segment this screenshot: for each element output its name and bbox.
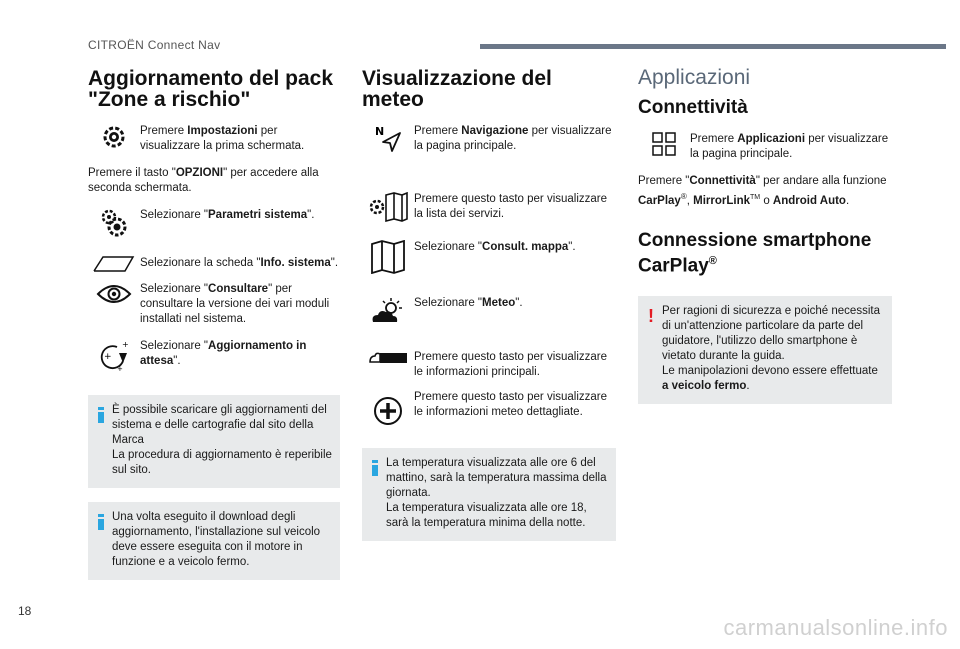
section-title-applicazioni: Applicazioni [638,66,751,89]
info-bar-icon [362,350,414,364]
info-icon [98,407,104,423]
step-meteo-dettagliate: Premere questo tasto per visualizzare le informazioni meteo dettagliate. [362,390,616,426]
step-navigazione: N Premere Navigazione per visualizzare la pagina principale. [362,124,616,154]
update-download-icon [88,339,140,373]
step-parametri-sistema: Selezionare "Parametri sistema". [88,208,340,238]
svg-text:+: + [104,352,112,362]
tab-icon [88,256,140,272]
step-consult-mappa: Selezionare "Consult. mappa". [362,240,616,274]
header-title: CITROËN Connect Nav [88,38,221,52]
page-number: 18 [18,604,32,618]
map-icon [362,240,414,274]
svg-text:+: + [122,340,129,349]
step-applicazioni: Premere Applicazioni per visualizzare la pagina principale. [638,132,892,162]
eye-icon [88,282,140,306]
section-title-meteo: Visualizzazione del meteo [362,67,552,111]
step-aggiornamento-in-attesa: + + + Selezionare "Aggiornamento in attesa". [88,339,340,373]
navigation-arrow-icon [362,124,414,154]
header-bar [480,44,946,49]
column-meteo [362,62,616,541]
warning-note-sicurezza: ! Per ragioni di sicurezza e poiché necessita di un'attenzione particolare da parte del guidatore, l'utilizzo dello smartphone è vietato durante la guida. Le manipolazioni devono essere effettuate a veicolo fermo. [638,296,892,404]
info-icon [98,514,104,530]
column-zone-a-rischio [88,62,340,580]
gear-icon [88,124,140,150]
plus-circle-icon [362,390,414,426]
svg-text:N: N [375,125,385,138]
svg-text:+: + [117,365,123,373]
step-meteo: Selezionare "Meteo". [362,296,616,326]
subsection-title-connettivita: Connettività [638,97,748,118]
step-informazioni-principali: Premere questo tasto per visualizzare le informazioni principali. [362,350,616,380]
info-note-installazione: Una volta eseguito il download degli aggiornamento, l'installazione sul veicolo deve essere eseguita con il motore in funzione e a veicolo fermo. [88,502,340,580]
subsection-title-carplay: Connessione smartphone CarPlay® [638,229,872,277]
paragraph-opzioni: Premere il tasto "OPZIONI" per accedere alla seconda schermata. [88,167,319,194]
warning-icon: ! [648,306,654,327]
info-icon [372,460,378,476]
section-title-zone-a-rischio: Aggiornamento del pack "Zone a rischio" [88,67,334,111]
settings-map-icon [362,192,414,222]
step-consultare: Selezionare "Consultare" per consultare la versione dei vari moduli installati nel sistema. [88,282,340,327]
step-impostazioni: Premere Impostazioni per visualizzare la prima schermata. [88,124,340,154]
watermark: carmanualsonline.info [723,615,948,640]
weather-icon [362,296,414,326]
info-note-temperatura: La temperatura visualizzata alle ore 6 del mattino, sarà la temperatura massima della giornata. La temperatura visualizzata alle ore 18, sarà la temperatura minima della notte. [362,448,616,541]
paragraph-connettivita: Premere "Connettività" per andare alla funzione CarPlay®, MirrorLink™ o Android Auto. [638,175,887,207]
step-servizi: Premere questo tasto per visualizzare la lista dei servizi. [362,192,616,222]
column-applicazioni [638,62,892,404]
step-info-sistema: Selezionare la scheda "Info. sistema". [88,256,340,272]
info-note-download: È possibile scaricare gli aggiornamenti del sistema e delle cartografie dal sito della Marca La procedura di aggiornamento è reperibile sul sito. [88,395,340,488]
apps-grid-icon [638,132,690,156]
settings-gears-icon [88,208,140,238]
